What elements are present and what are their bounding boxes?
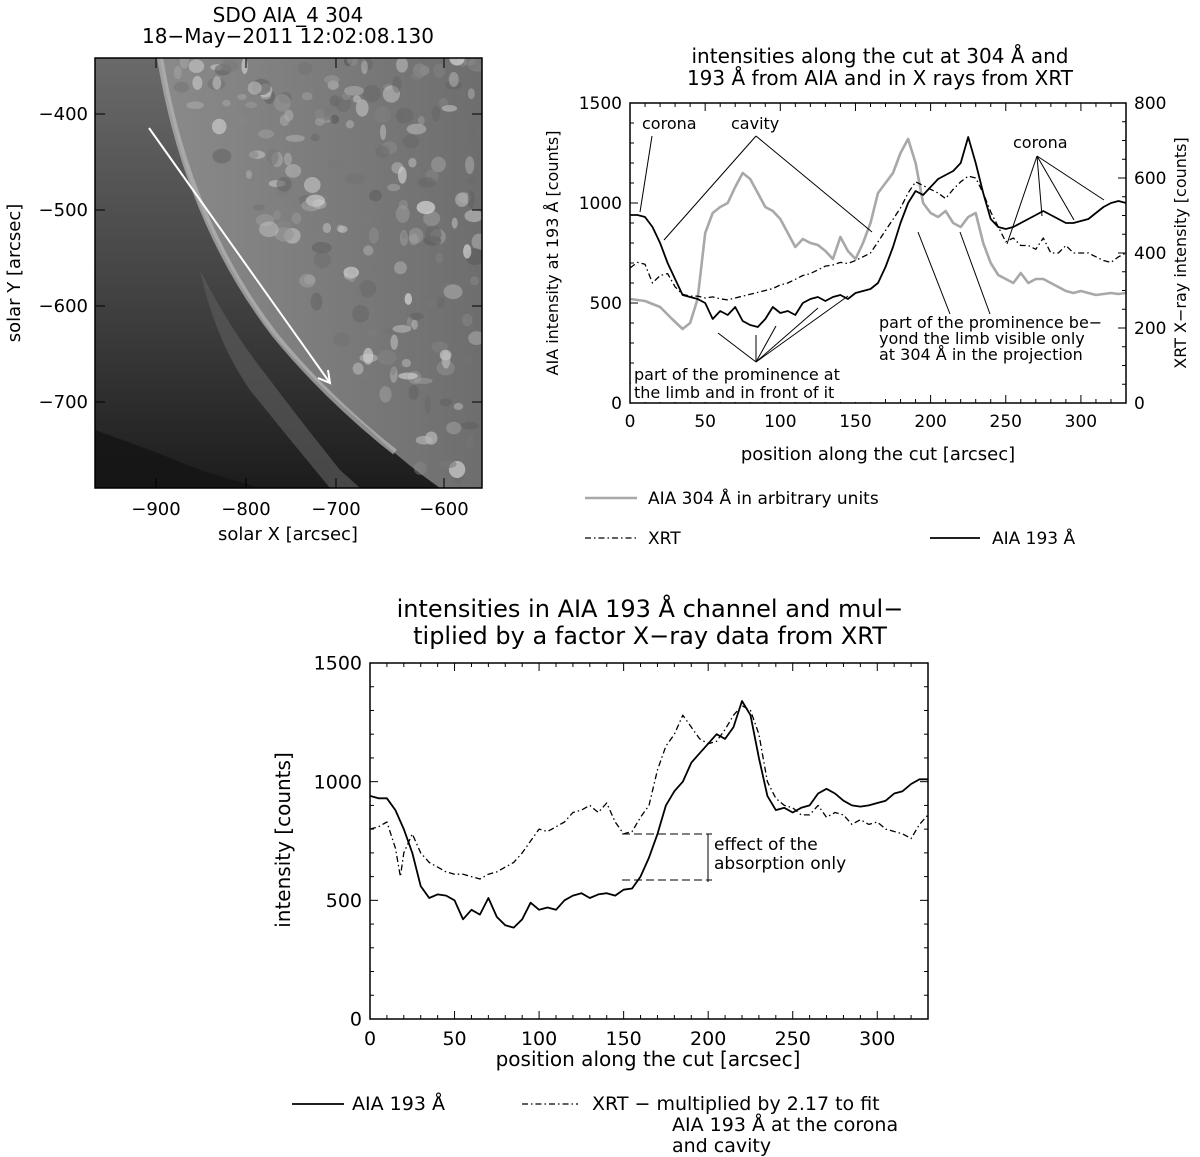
texture-blob xyxy=(442,105,457,112)
x-tick-label: 250 xyxy=(774,1028,811,1050)
chart-bottom-ylabel: intensity [counts] xyxy=(271,752,295,928)
texture-blob xyxy=(369,228,379,244)
x-tick-label: 250 xyxy=(989,412,1022,432)
annotation-prominence-beyond: yond the limb visible only xyxy=(879,329,1085,348)
chart-top-xlabel: position along the cut [arcsec] xyxy=(740,444,1016,465)
image-ytick-label: −700 xyxy=(38,392,88,413)
y-tick-label: 1500 xyxy=(578,93,622,114)
x-tick-label: 50 xyxy=(442,1028,467,1050)
texture-blob xyxy=(449,72,459,87)
annotation-prominence-front: part of the prominence at xyxy=(634,365,840,384)
chart-top-ylabel: AIA intensity at 193 Å [counts] xyxy=(543,130,562,376)
texture-blob xyxy=(409,313,424,321)
annotation-absorption: effect of the xyxy=(714,835,818,855)
chart-bottom xyxy=(271,594,928,1157)
texture-blob xyxy=(286,135,305,142)
annotation-prominence-beyond: part of the prominence be− xyxy=(879,313,1103,332)
y2-tick-label: 0 xyxy=(1134,393,1145,414)
solar-image xyxy=(95,51,487,488)
x-tick-label: 200 xyxy=(690,1028,727,1050)
texture-blob xyxy=(379,386,391,403)
texture-blob xyxy=(359,215,378,223)
texture-blob xyxy=(437,297,445,309)
texture-blob xyxy=(452,218,458,229)
image-ylabel: solar Y [arcsec] xyxy=(4,203,25,343)
texture-blob xyxy=(363,348,373,365)
texture-blob xyxy=(267,149,279,166)
texture-blob xyxy=(398,167,407,184)
texture-blob xyxy=(222,100,230,107)
texture-blob xyxy=(250,151,259,158)
image-ytick-label: −500 xyxy=(38,200,88,221)
texture-blob xyxy=(414,461,427,475)
texture-blob xyxy=(439,460,456,468)
image-xtick-label: −600 xyxy=(419,499,469,520)
annotation-cavity: cavity xyxy=(731,114,780,133)
texture-blob xyxy=(418,177,436,187)
chart-title-line: 193 Å from AIA and in X rays from XRT xyxy=(686,66,1074,90)
y2-tick-label: 800 xyxy=(1134,93,1167,114)
texture-blob xyxy=(367,329,378,336)
y-tick-label: 0 xyxy=(611,393,622,414)
image-title-line2: 18−May−2011 12:02:08.130 xyxy=(142,24,434,48)
texture-blob xyxy=(274,94,291,112)
texture-blob xyxy=(245,102,257,108)
texture-blob xyxy=(369,190,382,201)
texture-blob xyxy=(463,244,471,258)
image-xtick-label: −900 xyxy=(131,499,181,520)
y-tick-label: 0 xyxy=(349,1008,362,1031)
texture-blob xyxy=(426,300,436,308)
texture-blob xyxy=(311,134,320,142)
y-tick-label: 1000 xyxy=(578,193,622,214)
texture-blob xyxy=(347,267,356,283)
texture-blob xyxy=(378,350,396,365)
texture-blob xyxy=(467,177,475,184)
y2-tick-label: 200 xyxy=(1134,318,1167,339)
texture-blob xyxy=(432,106,441,121)
chart-title-line: intensities in AIA 193 Å channel and mul− xyxy=(396,595,904,623)
annotation-corona-right: corona xyxy=(1013,133,1068,152)
texture-blob xyxy=(375,146,389,158)
y-tick-label: 500 xyxy=(589,293,622,314)
x-tick-label: 300 xyxy=(1064,412,1098,432)
texture-blob xyxy=(398,373,417,380)
texture-blob xyxy=(213,76,222,90)
texture-blob xyxy=(363,85,381,103)
texture-blob xyxy=(396,205,410,223)
image-xtick-label: −700 xyxy=(311,499,361,520)
texture-blob xyxy=(280,115,290,126)
chart-top xyxy=(543,44,1190,549)
texture-blob xyxy=(302,260,309,275)
chart-bottom-series xyxy=(370,701,928,928)
x-tick-label: 0 xyxy=(363,1028,377,1050)
texture-blob xyxy=(468,191,475,208)
y-tick-label: 500 xyxy=(325,889,362,912)
legend-label-aia193: AIA 193 Å xyxy=(992,529,1076,549)
texture-blob xyxy=(472,234,486,250)
texture-blob xyxy=(241,58,247,74)
texture-blob xyxy=(285,164,301,178)
texture-blob xyxy=(174,82,189,93)
annotation-absorption: absorption only xyxy=(714,854,847,874)
texture-blob xyxy=(292,212,302,224)
texture-blob xyxy=(187,102,204,109)
x-tick-label: 50 xyxy=(694,412,716,432)
texture-blob xyxy=(333,332,350,347)
texture-blob xyxy=(323,223,331,233)
texture-blob xyxy=(192,76,202,90)
texture-blob xyxy=(258,129,274,138)
texture-blob xyxy=(380,125,386,141)
texture-blob xyxy=(390,335,398,350)
image-xlabel: solar X [arcsec] xyxy=(218,524,358,545)
chart-bottom-xlabel: position along the cut [arcsec] xyxy=(495,1047,801,1071)
texture-blob xyxy=(460,356,473,362)
texture-blob xyxy=(405,293,412,305)
texture-blob xyxy=(221,60,239,72)
texture-blob xyxy=(454,403,464,410)
image-xtick-label: −800 xyxy=(221,499,271,520)
texture-blob xyxy=(301,200,321,212)
chart-top-y2label: XRT X−ray intensity [counts] xyxy=(1171,137,1190,369)
texture-blob xyxy=(436,253,443,264)
texture-blob xyxy=(433,64,445,78)
annotation-prominence-beyond: at 304 Å in the projection xyxy=(879,345,1083,364)
texture-blob xyxy=(468,58,487,72)
texture-blob xyxy=(359,280,376,297)
texture-blob xyxy=(259,222,279,238)
texture-blob xyxy=(346,120,354,128)
y-tick-label: 1500 xyxy=(313,652,362,675)
image-ytick-label: −400 xyxy=(38,104,88,125)
texture-blob xyxy=(468,88,475,99)
chart-bottom-frame xyxy=(370,663,928,1019)
texture-blob xyxy=(344,86,364,96)
series-line-xrt--multiplied xyxy=(370,706,928,879)
x-tick-label: 100 xyxy=(520,1028,558,1050)
texture-blob xyxy=(352,287,361,297)
series-line-aia-304- xyxy=(630,139,1126,329)
texture-blob xyxy=(444,284,463,299)
chart-bottom-y-ticks xyxy=(314,653,928,1031)
texture-blob xyxy=(324,75,339,84)
texture-blob xyxy=(403,134,420,148)
texture-blob xyxy=(394,261,407,274)
texture-blob xyxy=(361,60,368,74)
texture-blob xyxy=(189,59,205,73)
texture-blob xyxy=(465,156,474,174)
texture-blob xyxy=(396,57,408,73)
texture-blob xyxy=(347,53,358,66)
texture-blob xyxy=(407,124,427,135)
texture-blob xyxy=(425,226,441,243)
texture-blob xyxy=(237,94,246,100)
texture-blob xyxy=(469,127,475,142)
texture-blob xyxy=(470,276,479,285)
texture-blob xyxy=(412,320,418,330)
texture-blob xyxy=(400,230,409,246)
chart-bottom-legend xyxy=(292,1092,904,1157)
legend-label-xrt: XRT xyxy=(648,529,681,549)
texture-blob xyxy=(414,378,433,384)
solar-image-panel xyxy=(4,3,487,545)
texture-blob xyxy=(314,251,331,268)
texture-blob xyxy=(304,177,321,193)
legend-label-aia193: AIA 193 Å xyxy=(352,1093,445,1115)
annotation-corona-left: corona xyxy=(642,114,697,133)
x-tick-label: 0 xyxy=(624,412,636,432)
texture-blob xyxy=(393,325,412,333)
texture-blob xyxy=(371,261,386,278)
legend-label-xrt-scaled: XRT − multiplied by 2.17 to fit AIA 193 Å at the corona and cavity xyxy=(592,1093,899,1157)
texture-blob xyxy=(284,153,292,166)
texture-blob xyxy=(374,107,391,123)
texture-blob xyxy=(345,173,365,184)
texture-blob xyxy=(396,108,414,124)
texture-blob xyxy=(387,184,400,191)
texture-blob xyxy=(410,73,423,81)
texture-blob xyxy=(299,274,316,288)
texture-blob xyxy=(353,363,364,375)
texture-blob xyxy=(417,201,436,214)
texture-blob xyxy=(461,421,479,429)
texture-blob xyxy=(409,385,419,400)
texture-blob xyxy=(446,422,461,435)
y-tick-label: 1000 xyxy=(313,771,362,794)
texture-blob xyxy=(326,160,345,169)
texture-blob xyxy=(278,222,293,229)
texture-blob xyxy=(442,351,451,369)
texture-blob xyxy=(212,149,231,164)
chart-title-line: tiplied by a factor X−ray data from XRT xyxy=(413,622,887,650)
texture-blob xyxy=(237,117,247,126)
texture-blob xyxy=(409,228,424,244)
texture-blob xyxy=(392,76,401,93)
texture-blob xyxy=(363,245,373,255)
texture-blob xyxy=(425,432,437,445)
chart-top-legend xyxy=(585,487,1076,549)
x-tick-label: 150 xyxy=(839,412,872,432)
x-tick-label: 100 xyxy=(764,412,797,432)
texture-blob xyxy=(174,66,182,79)
texture-blob xyxy=(253,204,265,210)
texture-blob xyxy=(390,367,396,375)
texture-blob xyxy=(315,109,325,119)
texture-blob xyxy=(402,359,411,367)
x-tick-label: 150 xyxy=(605,1028,642,1050)
texture-blob xyxy=(298,62,312,75)
texture-blob xyxy=(462,314,473,327)
texture-blob xyxy=(276,177,291,192)
texture-blob xyxy=(180,53,189,68)
texture-blob xyxy=(248,82,262,95)
texture-blob xyxy=(455,193,469,207)
y2-tick-label: 400 xyxy=(1134,243,1167,264)
legend-label-aia304: AIA 304 Å in arbitrary units xyxy=(648,489,879,509)
annotation-prominence-front: the limb and in front of it xyxy=(634,383,835,402)
texture-blob xyxy=(273,210,281,219)
texture-blob xyxy=(246,170,252,179)
texture-blob xyxy=(466,435,474,449)
image-ytick-label: −600 xyxy=(38,296,88,317)
texture-blob xyxy=(338,226,348,233)
x-tick-label: 200 xyxy=(914,412,947,432)
series-line-aia-193- xyxy=(370,701,928,928)
chart-top-y-ticks xyxy=(579,94,638,414)
texture-blob xyxy=(465,210,484,222)
texture-blob xyxy=(408,158,416,168)
image-title-line1: SDO AIA_4 304 xyxy=(212,3,364,27)
texture-blob xyxy=(439,398,452,406)
texture-blob xyxy=(212,119,227,134)
texture-blob xyxy=(425,396,431,414)
x-tick-label: 300 xyxy=(859,1028,896,1050)
texture-blob xyxy=(356,99,369,116)
y2-tick-label: 600 xyxy=(1134,168,1167,189)
texture-blob xyxy=(311,293,323,311)
texture-blob xyxy=(352,305,369,323)
texture-blob xyxy=(302,92,313,100)
chart-title-line: intensities along the cut at 304 Å and xyxy=(691,44,1069,68)
